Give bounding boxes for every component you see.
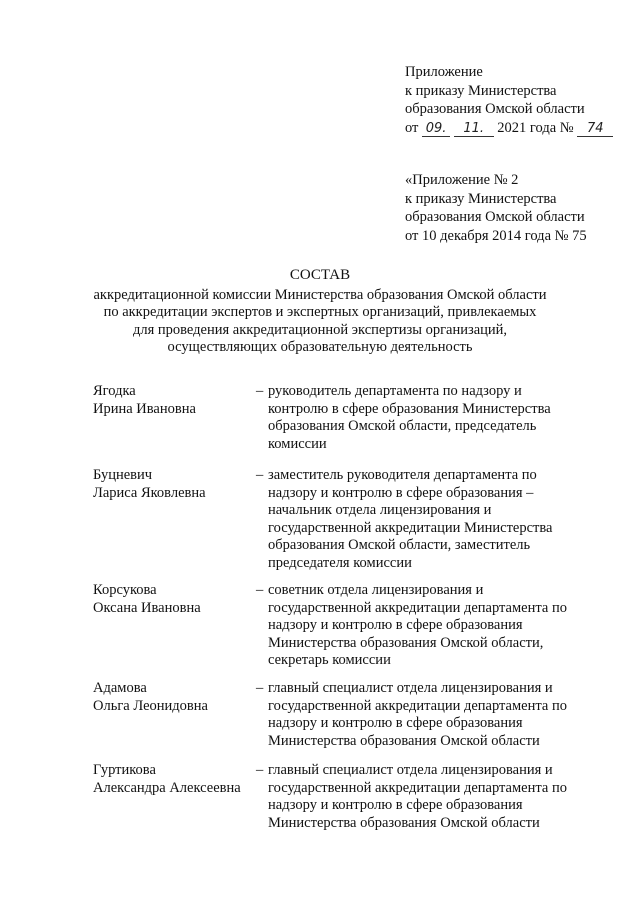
role-line: государственной аккредитации департамента по bbox=[268, 599, 567, 616]
member-dash: – bbox=[256, 383, 264, 399]
member-given-name: Ирина Ивановна bbox=[93, 400, 196, 417]
role-line: государственной аккредитации департамента по bbox=[268, 779, 567, 796]
member-role bbox=[268, 680, 593, 750]
prev-annex-title: «Приложение № 2 bbox=[405, 172, 519, 188]
role-line: главный специалист отдела лицензирования и bbox=[268, 680, 553, 696]
role-line: Министерства образования Омской области bbox=[268, 732, 540, 749]
member-name bbox=[93, 467, 263, 502]
member-name bbox=[93, 680, 263, 715]
role-line: Министерства образования Омской области, bbox=[268, 634, 544, 651]
role-line: заместитель руководителя департамента по bbox=[268, 467, 537, 483]
role-line: государственной аккредитации Министерства bbox=[268, 519, 553, 536]
title-heading: СОСТАВ bbox=[289, 267, 351, 283]
title-line-3: для проведения аккредитационной экспертизы организаций, bbox=[132, 321, 508, 338]
member-name bbox=[93, 383, 263, 418]
role-line: комиссии bbox=[268, 435, 327, 452]
handwritten-month: 11. bbox=[454, 122, 494, 137]
handwritten-day: 09. bbox=[422, 122, 450, 137]
role-line: начальник отдела лицензирования и bbox=[268, 502, 492, 518]
member-entry bbox=[93, 762, 593, 842]
member-given-name: Александра Алексеевна bbox=[93, 779, 241, 796]
member-surname: Буцневич bbox=[93, 467, 153, 483]
role-line: руководитель департамента по надзору и bbox=[268, 383, 522, 399]
member-surname: Корсукова bbox=[93, 582, 157, 598]
member-entry bbox=[93, 383, 593, 467]
role-line: надзору и контролю в сфере образования bbox=[268, 715, 523, 731]
member-entry bbox=[93, 582, 593, 680]
member-entry bbox=[93, 680, 593, 762]
members-list bbox=[93, 383, 593, 842]
prev-annex-date-line: от 10 декабря 2014 года № 75 bbox=[405, 227, 587, 244]
role-line: надзору и контролю в сфере образования bbox=[268, 797, 523, 813]
member-role bbox=[268, 467, 593, 572]
annex-header bbox=[405, 63, 613, 137]
title-line-1: аккредитационной комиссии Министерства образования Омской области bbox=[93, 286, 547, 303]
role-line: Министерства образования Омской области bbox=[268, 814, 540, 831]
member-role bbox=[268, 762, 593, 832]
title-line-4: осуществляющих образовательную деятельность bbox=[167, 339, 473, 355]
title-line-2: по аккредитации экспертов и экспертных организаций, привлекаемых bbox=[103, 304, 537, 320]
annex-order-line: к приказу Министерства bbox=[405, 82, 557, 99]
role-line: надзору и контролю в сфере образования bbox=[268, 617, 523, 633]
member-dash: – bbox=[256, 762, 264, 778]
member-given-name: Ольга Леонидовна bbox=[93, 697, 208, 714]
member-surname: Ягодка bbox=[93, 383, 136, 399]
member-given-name: Лариса Яковлевна bbox=[93, 484, 206, 501]
previous-annex-header bbox=[405, 171, 587, 245]
member-dash: – bbox=[256, 680, 264, 696]
handwritten-order-number: 74 bbox=[577, 122, 613, 137]
annex-ministry-line: образования Омской области bbox=[405, 101, 585, 117]
role-line: образования Омской области, заместитель bbox=[268, 537, 531, 553]
member-surname: Адамова bbox=[93, 680, 147, 696]
member-entry bbox=[93, 467, 593, 582]
annex-date-line bbox=[405, 119, 613, 138]
role-line: образования Омской области, председатель bbox=[268, 418, 537, 434]
role-line: секретарь комиссии bbox=[268, 652, 391, 668]
role-line: контролю в сфере образования Министерства bbox=[268, 400, 551, 417]
member-dash: – bbox=[256, 467, 264, 483]
annex-title: Приложение bbox=[405, 64, 483, 80]
date-prefix: от bbox=[405, 119, 419, 136]
prev-annex-ministry-line: образования Омской области bbox=[405, 209, 585, 225]
role-line: надзору и контролю в сфере образования – bbox=[268, 484, 534, 501]
member-role bbox=[268, 383, 593, 453]
member-name bbox=[93, 762, 263, 797]
member-given-name: Оксана Ивановна bbox=[93, 599, 201, 616]
role-line: государственной аккредитации департамента по bbox=[268, 697, 567, 714]
member-dash: – bbox=[256, 582, 264, 598]
date-year: 2021 года № bbox=[497, 119, 574, 136]
role-line: председателя комиссии bbox=[268, 554, 412, 571]
document-title bbox=[60, 267, 580, 357]
member-surname: Гуртикова bbox=[93, 762, 156, 778]
role-line: советник отдела лицензирования и bbox=[268, 582, 484, 598]
prev-annex-order-line: к приказу Министерства bbox=[405, 190, 557, 207]
member-name bbox=[93, 582, 263, 617]
role-line: главный специалист отдела лицензирования и bbox=[268, 762, 553, 778]
member-role bbox=[268, 582, 593, 670]
